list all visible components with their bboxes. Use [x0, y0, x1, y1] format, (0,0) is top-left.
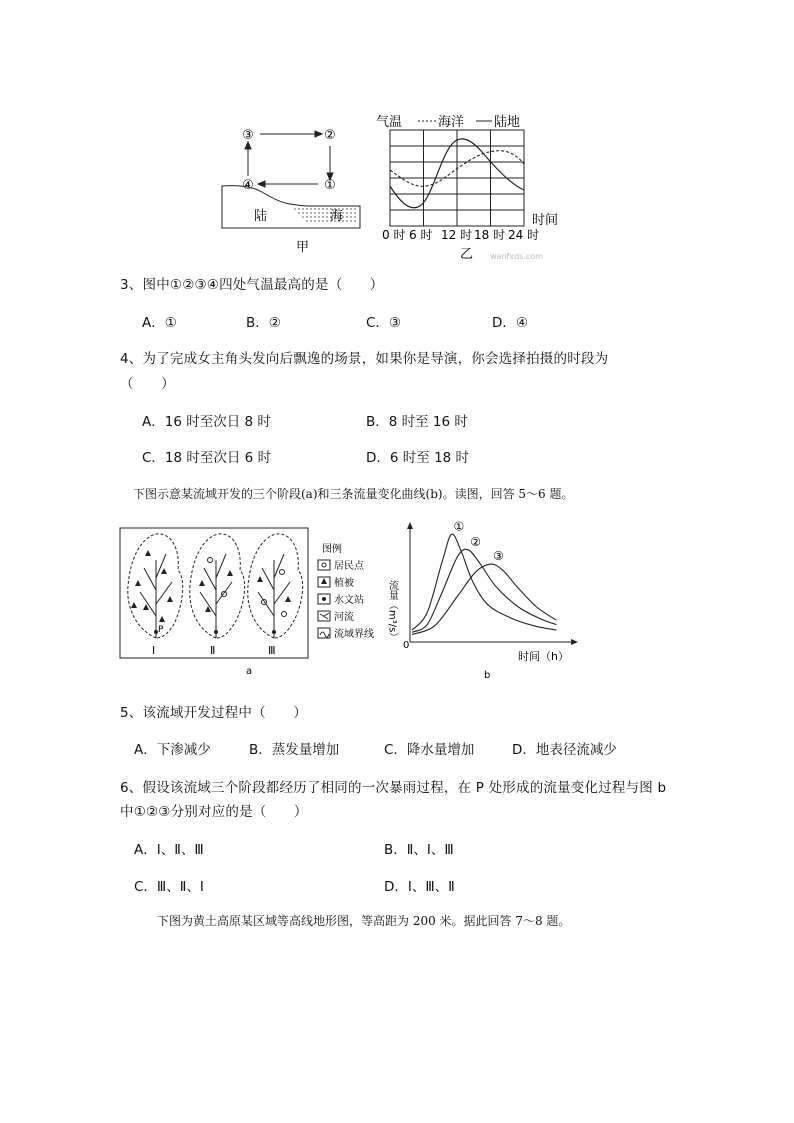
question-4-stem-line1: 4、为了完成女主角头发向后飘逸的场景，如果你是导演，你会选择拍摄的时段为 — [120, 351, 609, 367]
q6-option-a[interactable]: A．Ⅰ、Ⅱ、Ⅲ — [134, 842, 204, 858]
legend-basin-boundary: 流域界线 — [334, 629, 374, 640]
legend-title: 图例 — [322, 544, 342, 555]
question-6-stem-line2: 中①②③分别对应的是（ ） — [120, 804, 308, 820]
q3-option-d[interactable]: D．④ — [492, 315, 528, 331]
legend-vegetation: 植被 — [334, 578, 354, 589]
yi-x-tick-6: 6 时 — [409, 228, 433, 242]
q6-option-b[interactable]: B．Ⅱ、Ⅰ、Ⅲ — [384, 842, 454, 858]
q5-option-d[interactable]: D．地表径流减少 — [512, 742, 617, 758]
q4-option-b[interactable]: B．8 时至 16 时 — [366, 414, 468, 430]
q3-option-b[interactable]: B．② — [246, 315, 281, 331]
sea-label: 海 — [330, 209, 344, 224]
figure-yi-caption: 乙 — [460, 247, 474, 262]
b-y-label: 流量（m³/s） — [386, 580, 398, 643]
stage-label-1: Ⅰ — [152, 644, 156, 657]
legend-river: 河流 — [334, 612, 354, 623]
point-2: ② — [324, 128, 336, 143]
yi-x-tick-18: 18 时 — [474, 228, 506, 242]
yi-y-label: 气温 — [376, 115, 403, 130]
question-6-stem-line1: 6、假设该流域三个阶段都经历了相同的一次暴雨过程，在 P 处形成的流量变化过程与图 b — [120, 780, 667, 796]
stage-label-2: Ⅱ — [210, 644, 216, 657]
figure-jia — [218, 118, 368, 258]
flow-curve-3 — [412, 564, 556, 634]
q4-option-a[interactable]: A．16 时至次日 8 时 — [142, 414, 271, 430]
stage-label-3: Ⅲ — [268, 644, 276, 657]
q5-option-b[interactable]: B．蒸发量增加 — [249, 742, 340, 758]
q3-option-c[interactable]: C．③ — [366, 315, 402, 331]
origin-label: 0 — [403, 640, 410, 651]
yi-legend-land: 陆地 — [494, 115, 521, 130]
p-label: P — [158, 625, 164, 635]
question-3-stem: 3、图中①②③④四处气温最高的是（ ） — [120, 277, 384, 293]
q4-option-d[interactable]: D．6 时至 18 时 — [366, 450, 470, 466]
question-4-stem-line2: （ ） — [120, 376, 175, 392]
intro-7-8: 下图为黄土高原某区域等高线地形图，等高距为 200 米。据此回答 7～8 题。 — [157, 914, 571, 928]
legend-settlement: 居民点 — [334, 561, 364, 572]
q6-option-c[interactable]: C．Ⅲ、Ⅱ、Ⅰ — [134, 879, 204, 895]
q3-option-a[interactable]: A．① — [142, 315, 177, 331]
yi-x-tick-24: 24 时 — [508, 228, 540, 242]
yi-legend-ocean: 海洋 — [438, 115, 465, 130]
q6-option-d[interactable]: D．Ⅰ、Ⅲ、Ⅱ — [384, 879, 455, 895]
b-x-label: 时间（h） — [518, 650, 569, 663]
point-3: ③ — [242, 128, 254, 143]
point-4: ④ — [242, 178, 254, 193]
basin-stage-3 — [248, 534, 303, 657]
figure-a-caption: a — [246, 666, 253, 677]
q5-option-c[interactable]: C．降水量增加 — [384, 742, 475, 758]
intro-5-6: 下图示意某流域开发的三个阶段(a)和三条流量变化曲线(b)。读图，回答 5～6 题。 — [133, 487, 574, 501]
yi-x-tick-0: 0 时 — [382, 228, 406, 242]
basin-stage-2 — [190, 534, 245, 657]
point-1: ① — [324, 178, 336, 193]
figure-a — [118, 520, 388, 680]
land-label: 陆 — [254, 209, 268, 224]
figure-b-chart — [386, 518, 582, 682]
question-5-stem: 5、该流域开发过程中（ ） — [120, 705, 307, 721]
watermark: wanfxds.com — [490, 252, 543, 261]
basin-stage-1 — [128, 534, 183, 657]
figure-jia-caption: 甲 — [296, 240, 310, 255]
legend-hydro-station: 水文站 — [334, 595, 364, 606]
q4-option-c[interactable]: C．18 时至次日 6 时 — [142, 450, 272, 466]
flow-curve-label-2: ② — [470, 534, 481, 549]
q5-option-a[interactable]: A．下渗减少 — [134, 742, 211, 758]
flow-curve-label-1: ① — [453, 519, 465, 534]
yi-x-tick-12: 12 时 — [441, 228, 473, 242]
figure-b-caption: b — [484, 670, 491, 681]
yi-x-label: 时间 — [532, 213, 559, 228]
figure-yi — [374, 108, 574, 268]
flow-curve-label-3: ③ — [493, 549, 504, 564]
